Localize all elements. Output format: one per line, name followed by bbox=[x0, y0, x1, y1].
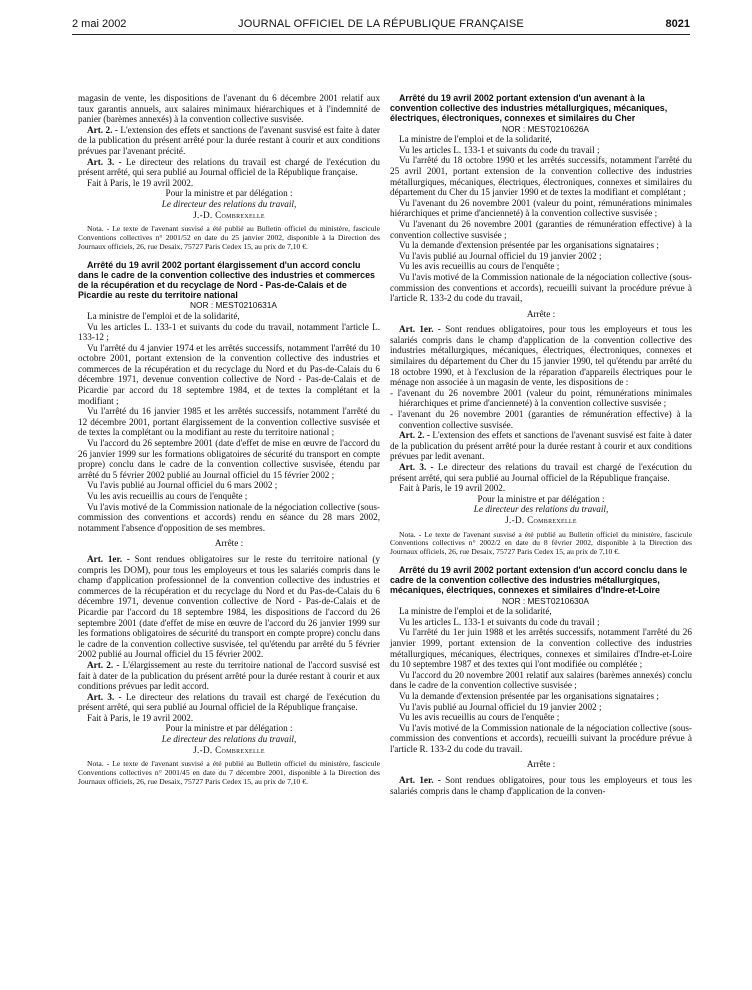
article-2: Art. 2. - L'élargissement au reste du territoire national de l'accord susvisé est fait à dater de la publication du présent arrêté pour la durée restant à courir et aux conditions prévues par ledit accord. bbox=[78, 659, 380, 692]
nota: Nota. - Le texte de l'avenant susvisé a été publié au Bulletin officiel du ministère, fascicule Conventions collectives n° 2001/45 en date du 7 décembre 2001, disponible à la Direction des Journaux officiels, 26, rue Desaix, 75727 Paris Cedex 15, au prix de 7,10 €. bbox=[78, 759, 380, 786]
vu-item: Vu les avis recueillis au cours de l'enquête ; bbox=[87, 491, 248, 502]
vu-item: Vu l'avis publié au Journal officiel du 19 janvier 2002 ; bbox=[399, 701, 602, 712]
vu-item: Vu l'avis motivé de la Commission nationale de la négociation collective (sous-commission des conventions et accords) rendu en séance du 28 mars 2002, notamment l'absence d'opposition de ses membres. bbox=[78, 501, 380, 533]
ministre: La ministre de l'emploi et de la solidarité, bbox=[399, 134, 552, 145]
issue-date: 2 mai 2002 bbox=[72, 18, 127, 30]
vu-item: Vu l'accord du 20 novembre 2001 relatif aux salaires (barèmes annexés) conclu dans le cadre de la convention collective susvisée ; bbox=[390, 669, 692, 691]
vu-item: Vu l'avis motivé de la Commission nationale de la négociation collective (sous-commission des conventions et accords), recueilli suivant la procédure prévue à l'article R. 133-2 du code du travail, bbox=[390, 271, 692, 304]
article-1: Art. 1er. - Sont rendues obligatoires sur le reste du territoire national (y compris les DOM), pour tous les employeurs et tous les salariés compris dans le champ d'application professionnel de la convention collective des industries et commerces de la récupération et du recyclage du Nord et du Pas-de-Calais du 6 décembre 1971, devenue convention collective de Nord - Pas-de-Calais et de Picardie par l'accord du 18 septembre 1984, les dispositions de l'accord du 26 septembre 2001 (date d'effet de mise en œuvre de l'accord du 26 janvier 1999 sur les formations obligatoires de sécurité du transport en compte propre) conclu dans le cadre de la convention collective susvisée, tel qu'étendu par arrêté du 5 février 2002 publié au Journal officiel du 15 février 2002. bbox=[78, 553, 380, 660]
vu-item: Vu les articles L. 133-1 et suivants du code du travail, notamment l'article L. 133-12 ; bbox=[78, 321, 380, 343]
date-place: Fait à Paris, le 19 avril 2002. bbox=[87, 177, 194, 188]
vu-item: Vu l'avenant du 26 novembre 2001 (valeur du point, rémunérations minimales hiérarchiques et prime d'ancienneté) à la convention collective susvisée ; bbox=[390, 197, 692, 219]
vu-item: Vu la demande d'extension présentée par les organisations signataires ; bbox=[399, 240, 659, 251]
vu-item: Vu la demande d'extension présentée par les organisations signataires ; bbox=[399, 690, 659, 701]
article-1: Art. 1er. - Sont rendues obligatoires, pour tous les employeurs et tous les salariés compris dans le champ d'application de la conven- bbox=[390, 775, 692, 796]
vu-item: Vu les avis recueillis au cours de l'enquête ; bbox=[399, 712, 560, 723]
decree-title: Arrêté du 19 avril 2002 portant extension d'un avenant à la convention collective des industries métallurgiques, mécaniques, électriques, électroniques, connexes et similaires du Cher bbox=[390, 93, 668, 124]
vu-item: Vu l'avis motivé de la Commission nationale de la négociation collective (sous-commission des conventions et accords), recueilli suivant la procédure prévue à l'article R. 133-2 du code du travail. bbox=[390, 722, 692, 754]
signature-name: J.-D. Combrexelle bbox=[193, 209, 265, 220]
vu-item: Vu l'accord du 26 septembre 2001 (date d'effet de mise en œuvre de l'accord du 26 janvier 1999 sur les formations obligatoires de sécurité du transport en compte propre) conclu dans le cadre de la convention collective susvisée, étendu par arrêté du 5 février 2002 publié au Journal officiel du 15 février 2002 ; bbox=[78, 438, 380, 480]
signature-title: Le directeur des relations du travail, bbox=[161, 734, 297, 745]
header-rule bbox=[72, 34, 690, 35]
nota: Nota. - Le texte de l'avenant susvisé a été publié au Bulletin officiel du ministère, fascicule Conventions collectives n° 2001/52 en date du 25 janvier 2002, disponible à la Direction des Journaux officiels, 26, rue Desaix, 75727 Paris Cedex 15, au prix de 7,10 €. bbox=[78, 224, 380, 251]
signature-name: J.-D. Combrexelle bbox=[193, 744, 265, 755]
decree-title: Arrêté du 19 avril 2002 portant élargissement d'un accord conclu dans le cadre de la convention collective des industries et commerces de la récupération et du recyclage de Nord - Pas-de-Calais et de Picardie au reste du territoire national bbox=[78, 259, 375, 301]
date-place: Fait à Paris, le 19 avril 2002. bbox=[87, 712, 194, 723]
decree-title: Arrêté du 19 avril 2002 portant extension d'un accord conclu dans le cadre de la convention collective des industries métallurgiques, mécaniques, électriques, connexes et similaires d'Indre-et-Loire bbox=[390, 564, 688, 596]
page-number: 8021 bbox=[665, 18, 690, 30]
paragraph: magasin de vente, les dispositions de l'avenant du 6 décembre 2001 relatif aux taux garantis annuels, aux salaires minimaux hiérarchiques et à l'indemnité de panier (barèmes annexés) à la convention collective susvisée. bbox=[78, 93, 380, 125]
signature-line: Pour la ministre et par délégation : bbox=[477, 493, 605, 504]
article-3: Art. 3. - Le directeur des relations du travail est chargé de l'exécution du présent arrêté, qui sera publié au Journal officiel de la République française. bbox=[78, 691, 380, 713]
signature-title: Le directeur des relations du travail, bbox=[473, 504, 609, 515]
vu-item: Vu l'arrêté du 18 octobre 1990 et les arrêtés successifs, notamment l'arrêté du 25 avril 2001, portant extension de la convention collective des industries métallurgiques, mécaniques, électriques, électroniques, connexes et similaires du département du Cher du 15 janvier 1990 et de textes la modifiant et complétant ; bbox=[390, 155, 692, 198]
vu-item: Vu les articles L. 133-1 et suivants du code du travail ; bbox=[399, 144, 600, 155]
article-3: Art. 3. - Le directeur des relations du travail est chargé de l'exécution du présent arrêté, qui sera publié au Journal officiel de la République française. bbox=[78, 156, 380, 178]
article-2: Art. 2. - L'extension des effets et sanctions de l'avenant susvisé est faite à dater de la publication du présent arrêté pour la durée restant à courir et aux conditions prévues par ledit avenant. bbox=[390, 430, 692, 462]
nor-reference: NOR : MEST0210631A bbox=[189, 300, 278, 311]
vu-item: Vu les articles L. 133-1 et suivants du code du travail ; bbox=[399, 616, 600, 627]
list-item: - l'avenant du 26 novembre 2001 (garanties de rémunération effective) à la convention collective susvisée. bbox=[390, 409, 692, 430]
signature-line: Pour la ministre et par délégation : bbox=[165, 723, 293, 734]
journal-title: JOURNAL OFFICIEL DE LA RÉPUBLIQUE FRANÇAISE bbox=[238, 18, 524, 30]
signature-line: Pour la ministre et par délégation : bbox=[165, 188, 293, 199]
nota: Nota. - Le texte de l'avenant susvisé a été publié au Bulletin officiel du ministère, fascicule Conventions collectives n° 2002/2 en date du 8 février 2002, disponible à la Direction des Journaux officiels, 26, rue Desaix, 75727 Paris Cedex 15, au prix de 7,10 €. bbox=[390, 529, 692, 557]
article-3: Art. 3. - Le directeur des relations du travail est chargé de l'exécution du présent arrêté, qui sera publié au Journal officiel de la République française. bbox=[390, 462, 692, 483]
nor-reference: NOR : MEST0210630A bbox=[501, 595, 590, 606]
date-place: Fait à Paris, le 19 avril 2002. bbox=[399, 483, 506, 494]
list-item: - l'avenant du 26 novembre 2001 (valeur du point, rémunérations minimales hiérarchiques et prime d'ancienneté) à la convention collective susvisée ; bbox=[390, 387, 692, 409]
arrete-heading: Arrête : bbox=[526, 759, 556, 770]
left-column bbox=[78, 93, 380, 787]
ministre: La ministre de l'emploi et de la solidarité, bbox=[87, 310, 240, 321]
article-1: Art. 1er. - Sont rendues obligatoires, pour tous les employeurs et tous les salariés compris dans le champ d'application de la convention collective des industries métallurgiques, mécaniques, électriques, électroniques, connexes et similaires du département du Cher du 15 janvier 1990, tel qu'étendu par arrêté du 18 octobre 1990, et à l'exclusion de la réparation d'appareils électriques pour le ménage non associée à un magasin de vente, les dispositions de : bbox=[390, 324, 692, 388]
vu-item: Vu l'avis publié au Journal officiel du 19 janvier 2002 ; bbox=[399, 250, 602, 261]
vu-item: Vu l'arrêté du 4 janvier 1974 et les arrêtés successifs, notamment l'arrêté du 10 octobre 2001, portant extension de la convention collective des industries et commerces de la récupération et du recyclage du Nord et du Pas-de-Calais du 6 décembre 1971, devenue convention collective de Nord - Pas-de-Calais et de Picardie par accord du 18 septembre 1984, et de textes la complétant et la modifiant ; bbox=[78, 342, 380, 406]
right-column bbox=[390, 93, 692, 796]
vu-item: Vu l'arrêté du 1er juin 1988 et les arrêtés successifs, notamment l'arrêté du 26 janvier 1999, portant extension de la convention collective des industries métallurgiques, mécaniques, électriques, connexes et similaires d'Indre-et-Loire du 10 septembre 1987 et des textes qui l'ont modifiée ou complétée ; bbox=[390, 627, 692, 670]
vu-item: Vu les avis recueillis au cours de l'enquête ; bbox=[399, 261, 560, 272]
article-2: Art. 2. - L'extension des effets et sanctions de l'avenant susvisé est faite à dater de la publication du présent arrêté pour la durée restant à courir et aux conditions prévues par l'avenant précité. bbox=[78, 124, 380, 156]
signature-title: Le directeur des relations du travail, bbox=[161, 198, 297, 209]
page-header bbox=[72, 18, 690, 38]
nor-reference: NOR : MEST0210626A bbox=[501, 123, 590, 134]
vu-item: Vu l'avis publié au Journal officiel du 6 mars 2002 ; bbox=[87, 480, 278, 491]
vu-item: Vu l'avenant du 26 novembre 2001 (garanties de rémunération effective) à la convention collective susvisée ; bbox=[390, 218, 692, 240]
arrete-heading: Arrête : bbox=[214, 538, 244, 549]
arrete-heading: Arrête : bbox=[526, 308, 556, 319]
signature-name: J.-D. Combrexelle bbox=[505, 514, 577, 525]
ministre: La ministre de l'emploi et de la solidarité, bbox=[399, 606, 552, 617]
vu-item: Vu l'arrêté du 16 janvier 1985 et les arrêtés successifs, notamment l'arrêté du 12 décembre 2001, portant élargissement de la convention collective susvisée et de textes la complétant ou la modifiant au reste du territoire national ; bbox=[78, 406, 380, 438]
